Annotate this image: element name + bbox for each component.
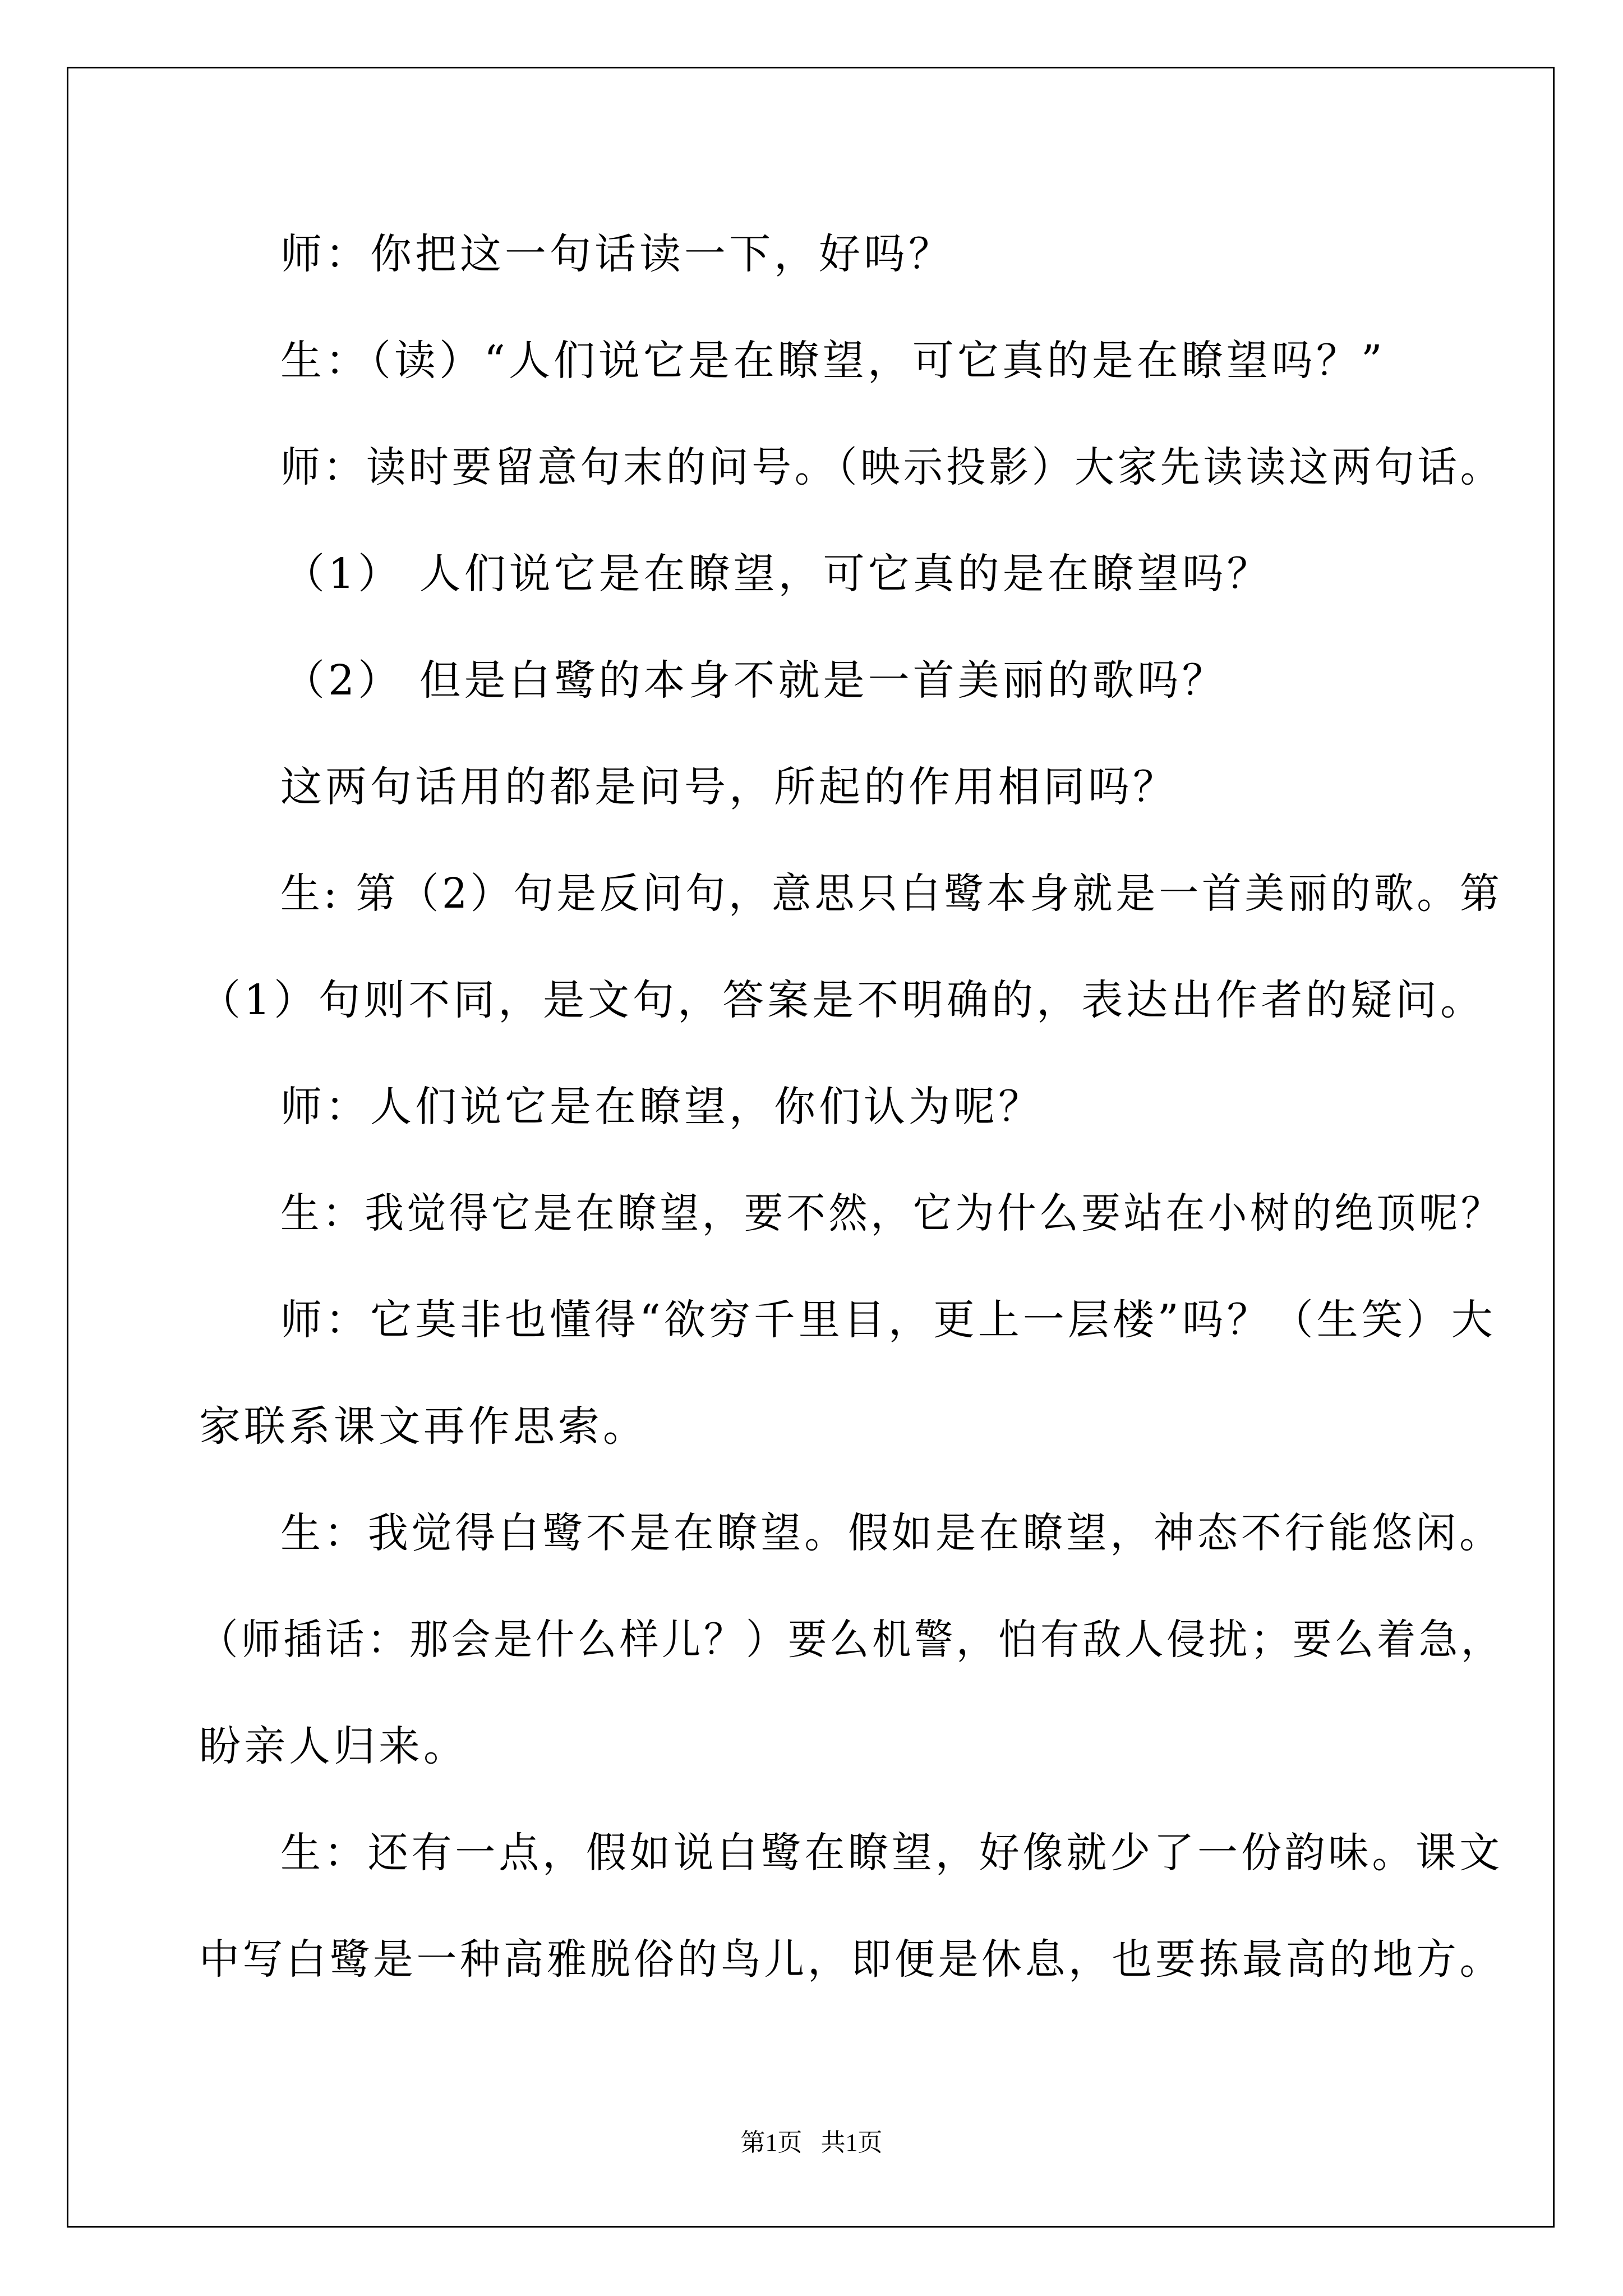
text-line-2: 生：（读）“人们说它是在瞭望，可它真的是在瞭望吗？” — [280, 337, 1386, 385]
text-line-8: （1）句则不同，是文句，答案是不明确的，表达出作者的疑问。 — [199, 976, 1486, 1024]
text-line-5: （2） 但是白鹭的本身不就是一首美丽的歌吗？ — [283, 656, 1227, 705]
text-line-3: 师：读时要留意句末的问号。（映示投影）大家先读读这两句话。 — [280, 443, 1504, 491]
text-line-14: （师插话：那会是什么样儿？）要么机警，怕有敌人侵扰；要么着急， — [199, 1616, 1503, 1664]
page-border — [67, 67, 1555, 2228]
text-line-15: 盼亲人归来。 — [199, 1722, 468, 1770]
text-line-16: 生：还有一点，假如说白鹭在瞭望，好像就少了一份韵味。课文 — [280, 1829, 1503, 1877]
page-footer: 第1页 共1页 — [740, 2129, 883, 2156]
text-line-1: 师：你把这一句话读一下，好吗？ — [280, 230, 953, 278]
text-line-9: 师：人们说它是在瞭望，你们认为呢？ — [280, 1083, 1043, 1131]
text-line-10: 生：我觉得它是在瞭望，要不然，它为什么要站在小树的绝顶呢？ — [280, 1189, 1504, 1237]
text-line-4: （1） 人们说它是在瞭望，可它真的是在瞭望吗？ — [283, 550, 1272, 598]
text-line-6: 这两句话用的都是问号，所起的作用相同吗？ — [280, 763, 1178, 811]
text-line-11: 师：它莫非也懂得“欲穷千里目，更上一层楼”吗？（生笑）大 — [280, 1296, 1496, 1344]
text-line-17: 中写白鹭是一种高雅脱俗的鸟儿，即便是休息，也要拣最高的地方。 — [199, 1935, 1504, 1984]
text-line-7: 生: 第（2）句是反问句，意思只白鹭本身就是一首美丽的歌。第 — [280, 869, 1503, 918]
text-line-13: 生：我觉得白鹭不是在瞭望。假如是在瞭望，神态不行能悠闲。 — [280, 1509, 1503, 1557]
text-line-12: 家联系课文再作思索。 — [199, 1402, 648, 1451]
